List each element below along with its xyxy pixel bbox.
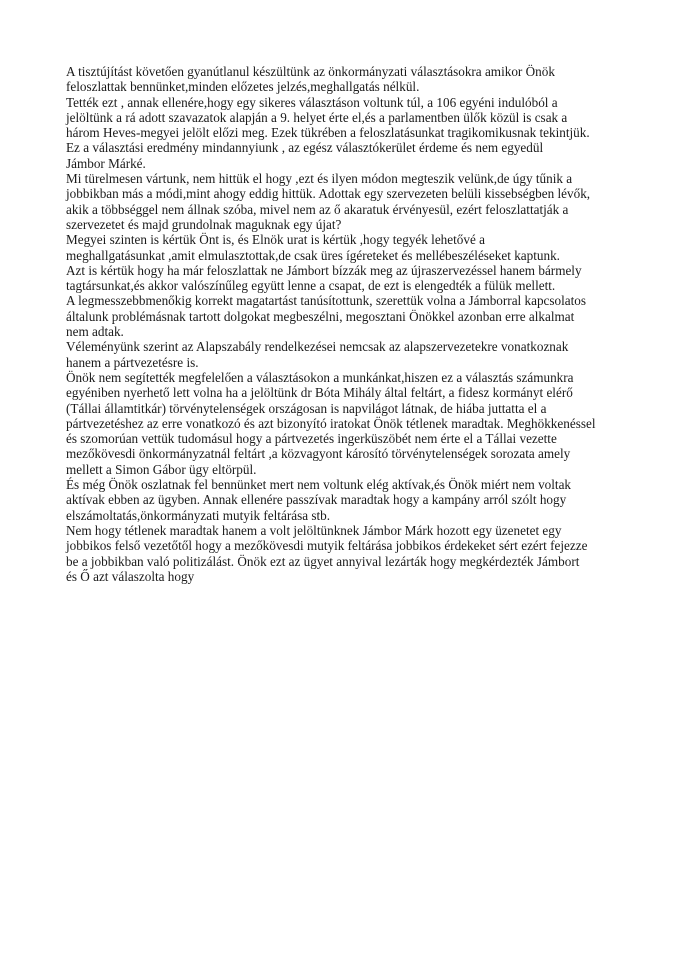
text-line: Önök nem segítették megfelelően a választásokon a munkánkat,hiszen ez a választás számunkra bbox=[66, 369, 574, 385]
text-line: három Heves-megyei jelölt előzi meg. Ezek tükrében a feloszlatásunkat tragikomikusnak tekintjük. bbox=[66, 125, 590, 141]
letter-body-text bbox=[66, 64, 626, 584]
text-line: Nem hogy tétlenek maradtak hanem a volt jelöltünknek Jámbor Márk hozott egy üzenetet egy bbox=[66, 522, 562, 538]
text-line: hanem a pártvezetésre is. bbox=[66, 354, 199, 370]
text-line: Ez a választási eredmény mindannyiunk , az egész választókerület érdeme és nem egyedül bbox=[66, 140, 544, 156]
text-line: jobbikos felső vezetőtől hogy a mezőkövesdi mutyik feltárása jobbikos érdekeket sért ezért fejezze bbox=[66, 538, 588, 554]
text-line: Mi türelmesen vártunk, nem hittük el hogy ,ezt és ilyen módon megteszik velünk,de úgy tűnik a bbox=[66, 171, 573, 187]
text-line: mellett a Simon Gábor ügy eltörpül. bbox=[66, 461, 257, 477]
text-line: Tették ezt , annak ellenére,hogy egy sikeres választáson voltunk túl, a 106 egyéni indulóból a bbox=[66, 94, 558, 110]
text-line: A legmesszebbmenőkig korrekt magatartást tanúsítottunk, szerettük volna a Jámborral kapcsolatos bbox=[66, 293, 587, 309]
text-line: szervezetet és majd grundolnak maguknak egy újat? bbox=[66, 216, 342, 232]
text-line: jelöltünk a rá adott szavazatok alapján a 9. helyet érte el,és a parlamentben ülők közül is csak a bbox=[66, 109, 568, 125]
text-line: tagtársunkat,és akkor valószínűleg együtt lenne a csapat, de ezt is elengedték a fülük mellett. bbox=[66, 278, 556, 294]
text-line: (Tállai államtitkár) törvénytelenségek országosan is napvilágot látnak, de hiába juttatta el a bbox=[66, 400, 547, 416]
text-line: és szomorúan vettük tudomásul hogy a pártvezetés ingerküszöbét nem érte el a Tállai vezette bbox=[66, 431, 557, 447]
text-line: pártvezetéshez az erre vonatkozó és azt bizonyító iratokat Önök tétlenek maradtak. Meghökkenéssel bbox=[66, 415, 596, 431]
text-line: feloszlattak bennünket,minden előzetes jelzés,meghallgatás nélkül. bbox=[66, 79, 420, 95]
text-line: És még Önök oszlatnak fel bennünket mert nem voltunk elég aktívak,és Önök miért nem voltak bbox=[66, 477, 572, 493]
text-line: akik a többséggel nem állnak szóba, mivel nem az ő akaratuk érvényesül, ezért feloszlattatják a bbox=[66, 201, 569, 217]
text-line: aktívak ebben az ügyben. Annak ellenére passzívak maradtak hogy a kampány arról szólt hogy bbox=[66, 492, 567, 508]
text-line: nem adtak. bbox=[66, 324, 124, 340]
text-line: elszámoltatás,önkormányzati mutyik feltárása stb. bbox=[66, 507, 331, 523]
text-line: Megyei szinten is kértük Önt is, és Elnök urat is kértük ,hogy tegyék lehetővé a bbox=[66, 232, 485, 248]
text-line: mezőkövesdi önkormányzatnál feltárt ,a közvagyont károsító törvénytelenségek sorozata amely bbox=[66, 446, 571, 462]
text-line: be a jobbikban való politizálást. Önök ezt az ügyet annyival lezárták hogy megkérdezték Jámbort bbox=[66, 553, 580, 569]
text-line: egyéniben nyerhető lett volna ha a jelöltünk dr Bóta Mihály által feltárt, a fidesz kormányt elérő bbox=[66, 385, 573, 401]
text-line: A tisztújítást követően gyanútlanul készültünk az önkormányzati választásokra amikor Önök bbox=[66, 64, 555, 79]
text-line: Azt is kértük hogy ha már feloszlattak ne Jámbort bízzák meg az újraszervezéssel hanem bármely bbox=[66, 262, 582, 278]
text-line: általunk problémásnak tartott dolgokat megbeszélni, megosztani Önökkel azonban erre alkalmat bbox=[66, 308, 575, 324]
text-line: meghallgatásunkat ,amit elmulasztottak,de csak üres ígéreteket és mellébeszéléseket kaptunk. bbox=[66, 247, 560, 263]
text-line: Jámbor Márké. bbox=[66, 155, 146, 171]
text-line: Véleményünk szerint az Alapszabály rendelkezései nemcsak az alapszervezetekre vonatkoznak bbox=[66, 339, 569, 355]
text-line: és Ő azt válaszolta hogy bbox=[66, 568, 195, 584]
text-line: jobbikban más a módi,mint ahogy eddig hittük. Adottak egy szervezeten belüli kissebségben lévők, bbox=[66, 186, 591, 202]
